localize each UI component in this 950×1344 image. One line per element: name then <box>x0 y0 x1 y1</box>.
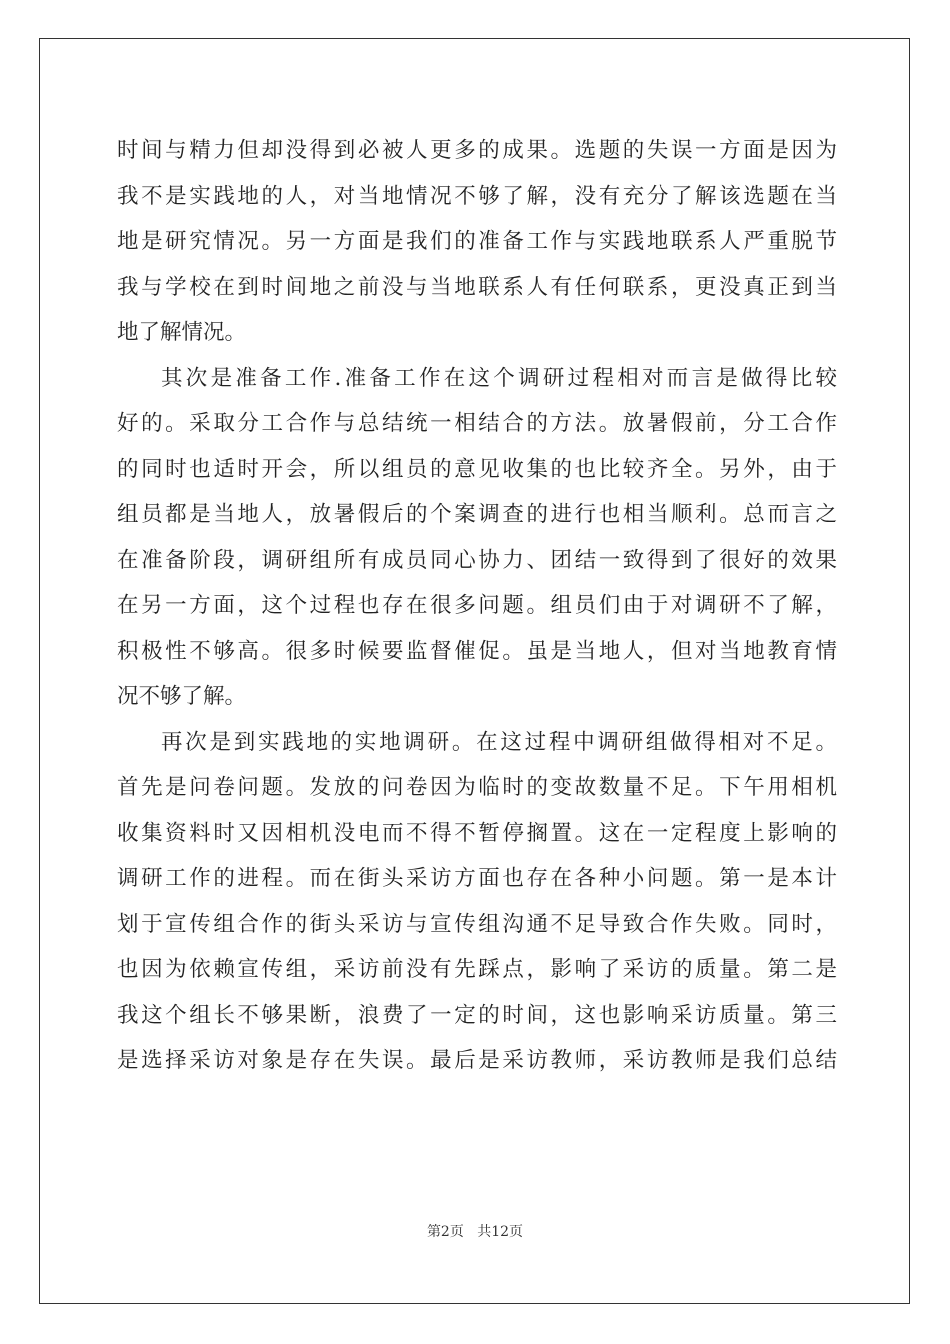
text-line: 好的。采取分工合作与总结统一相结合的方法。放暑假前，分工合作 <box>117 411 837 436</box>
text-line: 在另一方面，这个过程也存在很多问题。组员们由于对调研不了解， <box>117 593 837 618</box>
text-line: 收集资料时又因相机没电而不得不暂停搁置。这在一定程度上影响的 <box>117 820 837 846</box>
text-line: 况不够了解。 <box>117 684 247 709</box>
text-line: 首先是问卷问题。发放的问卷因为临时的变故数量不足。下午用相机 <box>117 775 837 800</box>
page-footer <box>0 1221 950 1241</box>
text-line: 我不是实践地的人，对当地情况不够了解，没有充分了解该选题在当 <box>117 183 837 209</box>
text-line: 组员都是当地人，放暑假后的个案调查的进行也相当顺利。总而言之 <box>117 502 837 527</box>
text-line: 地了解情况。 <box>117 320 247 345</box>
text-line: 在准备阶段，调研组所有成员同心协力、团结一致得到了很好的效果 <box>117 547 837 573</box>
page-total: 共12页 <box>477 1224 524 1240</box>
text-line: 我这个组长不够果断，浪费了一定的时间，这也影响采访质量。第三 <box>117 1002 837 1028</box>
page-number: 第2页 <box>426 1224 464 1240</box>
text-line: 的同时也适时开会，所以组员的意见收集的也比较齐全。另外，由于 <box>117 456 837 482</box>
text-line: 也因为依赖宣传组，采访前没有先踩点，影响了采访的质量。第二是 <box>117 957 837 982</box>
text-line: 积极性不够高。很多时候要监督催促。虽是当地人，但对当地教育情 <box>117 638 837 664</box>
text-line: 我与学校在到时间地之前没与当地联系人有任何联系，更没真正到当 <box>117 274 837 300</box>
text-line: 地是研究情况。另一方面是我们的准备工作与实践地联系人严重脱节 <box>117 229 837 254</box>
paragraph-first-line: 其次是准备工作.准备工作在这个调研过程相对而言是做得比较 <box>161 365 837 391</box>
body-text <box>117 128 837 1084</box>
paragraph-first-line: 再次是到实践地的实地调研。在这过程中调研组做得相对不足。 <box>161 729 837 755</box>
text-line: 调研工作的进程。而在街头采访方面也存在各种小问题。第一是本计 <box>117 866 837 891</box>
text-line: 是选择采访对象是存在失误。最后是采访教师，采访教师是我们总结 <box>117 1048 837 1073</box>
text-line: 划于宣传组合作的街头采访与宣传组沟通不足导致合作失败。同时， <box>117 911 837 937</box>
text-line: 时间与精力但却没得到必被人更多的成果。选题的失误一方面是因为 <box>117 138 837 163</box>
